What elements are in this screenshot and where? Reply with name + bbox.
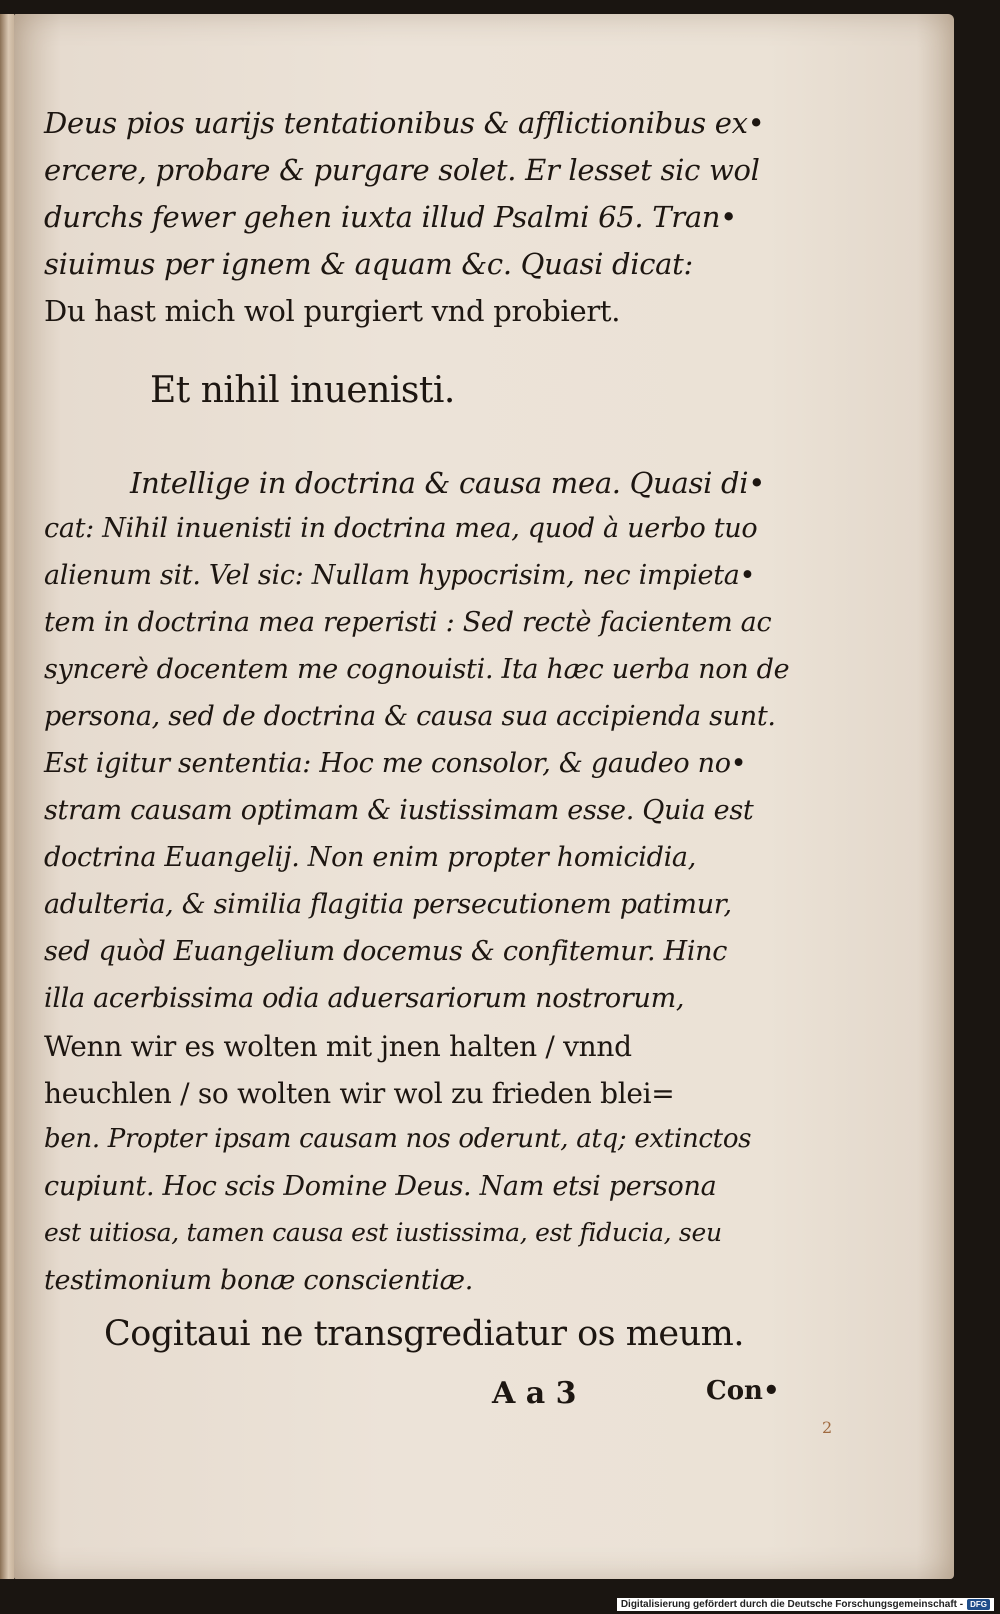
text-line: heuchlen / so wolten wir wol zu frieden blei=: [44, 1077, 675, 1110]
text-line: ben. Propter ipsam causam nos oderunt, atq; extinctos: [44, 1124, 752, 1154]
text-line: sed quòd Euangelium docemus & confitemur. Hinc: [44, 936, 728, 967]
page-gutter: [0, 14, 14, 1579]
catchword: Con•: [706, 1376, 780, 1406]
text-line: Du hast mich wol purgiert vnd probiert.: [44, 294, 621, 328]
text-line: illa acerbissima odia aduersariorum nostrorum,: [44, 983, 685, 1014]
text-line: stram causam optimam & iustissimam esse. Quia est: [44, 795, 754, 826]
signature-mark: A a 3: [492, 1376, 577, 1411]
text-line: tem in doctrina mea reperisti : Sed rectè facientem ac: [44, 607, 772, 638]
text-line: syncerè docentem me cognouisti. Ita hæc uerba non de: [44, 654, 790, 685]
text-line: ercere, probare & purgare solet. Er lesset sic wol: [44, 153, 760, 187]
book-page: [14, 14, 954, 1579]
credit-text: Digitalisierung gefördert durch die Deutsche Forschungsgemeinschaft -: [620, 1599, 964, 1610]
text-line: doctrina Euangelij. Non enim propter homicidia,: [44, 842, 697, 873]
text-line: Est igitur sententia: Hoc me consolor, & gaudeo no•: [44, 748, 747, 779]
text-line: persona, sed de doctrina & causa sua accipienda sunt.: [44, 701, 776, 732]
text-line: Intellige in doctrina & causa mea. Quasi di•: [130, 466, 766, 500]
text-line: adulteria, & similia flagitia persecutionem patimur,: [44, 889, 732, 920]
text-line: alienum sit. Vel sic: Nullam hypocrisim, nec impieta•: [44, 560, 756, 591]
digitization-credit: [617, 1598, 994, 1611]
margin-mark: 2: [822, 1418, 833, 1437]
text-line: Wenn wir es wolten mit jnen halten / vnnd: [44, 1030, 632, 1063]
text-line: siuimus per ignem & aquam &c. Quasi dicat:: [44, 247, 693, 281]
text-line: est uitiosa, tamen causa est iustissima, est fiducia, seu: [44, 1218, 722, 1247]
section-heading: Et nihil inuenisti.: [150, 370, 455, 411]
text-line: Deus pios uarijs tentationibus & afflictionibus ex•: [44, 106, 765, 140]
text-line: testimonium bonæ conscientiæ.: [44, 1265, 474, 1296]
text-line: cupiunt. Hoc scis Domine Deus. Nam etsi persona: [44, 1171, 717, 1202]
dfg-logo-icon: DFG: [967, 1599, 990, 1610]
text-line: durchs fewer gehen iuxta illud Psalmi 65. Tran•: [44, 200, 737, 234]
section-heading: Cogitaui ne transgrediatur os meum.: [104, 1314, 744, 1354]
text-line: cat: Nihil inuenisti in doctrina mea, quod à uerbo tuo: [44, 513, 758, 544]
